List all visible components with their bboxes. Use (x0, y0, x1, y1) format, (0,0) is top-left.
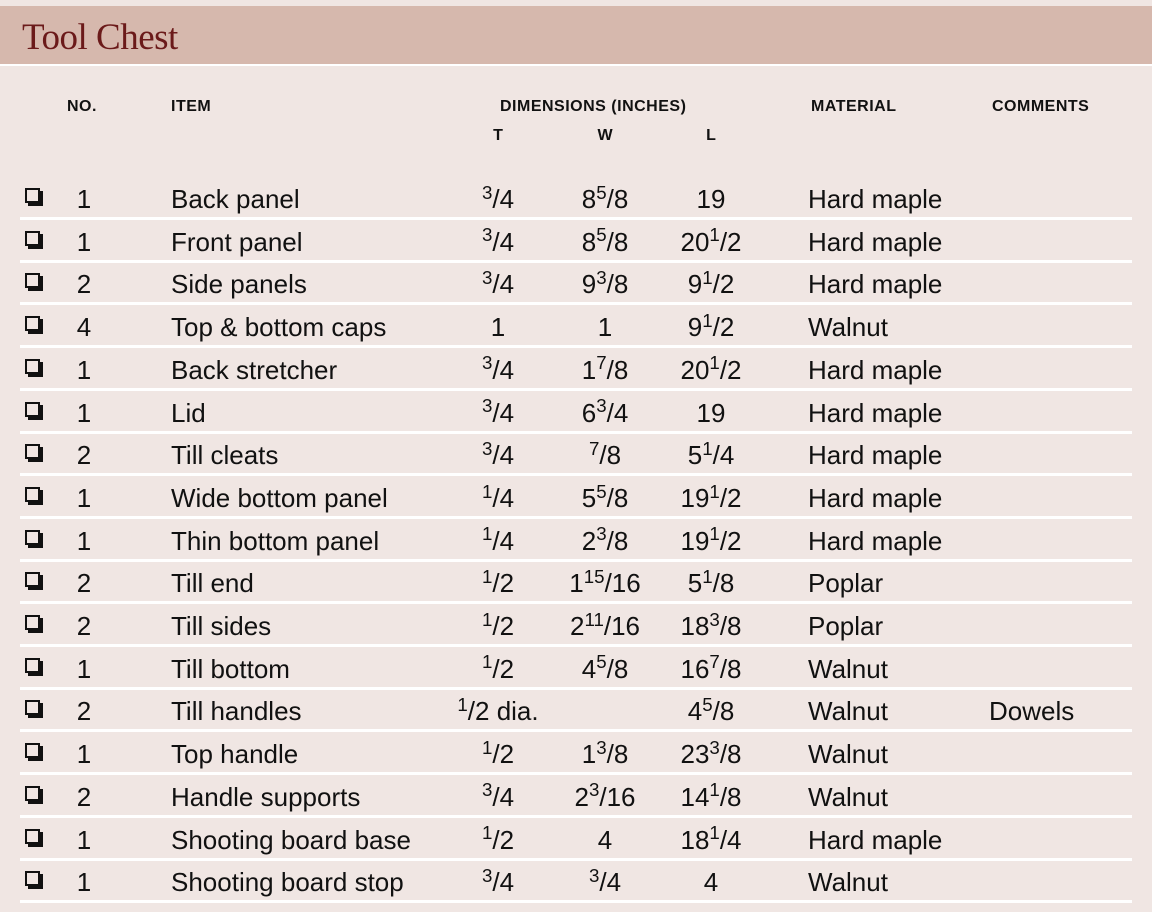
length-cell: $9^1/2$ (687, 267, 735, 300)
quantity-cell: 2 (76, 568, 92, 599)
item-cell: Front panel (171, 226, 303, 257)
width-cell: $1^7/8$ (581, 352, 629, 385)
material-cell: Hard maple (808, 184, 943, 214)
thickness-cell: $^1$/2 (481, 651, 515, 684)
material-cell: Hard maple (808, 824, 943, 855)
column-header-dimensions: DIMENSIONS (INCHES) (500, 98, 687, 115)
width-cell: $8^5/8$ (581, 224, 629, 257)
width-cell: $9^3/8$ (581, 267, 629, 300)
comments-cell: Dowels (989, 696, 1075, 727)
checkbox-icon[interactable] (25, 231, 40, 246)
item-cell: Till sides (171, 611, 272, 641)
checkbox-icon[interactable] (25, 273, 40, 288)
checkbox-icon[interactable] (25, 359, 40, 374)
material-cell: Walnut (808, 653, 888, 684)
width-cell: $8^5/8$ (581, 181, 629, 214)
width-cell: $2^3/8$ (581, 523, 629, 556)
quantity-cell: 2 (76, 781, 92, 812)
width-cell: $1^3/8$ (581, 736, 629, 770)
table-row (0, 304, 1152, 346)
table-row (0, 475, 1152, 517)
length-cell: $4^5/8$ (687, 694, 735, 727)
checkbox-icon[interactable] (25, 572, 40, 587)
column-header-t: T (493, 127, 503, 144)
table-row (0, 688, 1152, 730)
length-cell: $20^1/2$ (680, 224, 742, 257)
item-cell: Lid (171, 397, 206, 428)
length-cell: $18^3/8$ (680, 608, 742, 641)
item-cell: Thin bottom panel (171, 525, 380, 556)
column-header-no: NO. (67, 98, 97, 115)
column-header-comments: COMMENTS (992, 98, 1090, 115)
quantity-cell: 2 (76, 440, 92, 471)
item-cell: Back stretcher (171, 354, 338, 385)
material-cell: Hard maple (808, 397, 943, 428)
width-cell: $^7$/8 (588, 437, 622, 471)
material-cell: Hard maple (808, 440, 943, 471)
material-cell: Hard maple (808, 482, 943, 513)
table-row (0, 261, 1152, 303)
table-row (0, 560, 1152, 602)
thickness-cell: $^1$/2 dia. (457, 694, 539, 727)
row-divider (20, 900, 1132, 903)
checkbox-icon[interactable] (25, 402, 40, 417)
quantity-cell: 1 (76, 824, 92, 855)
column-header-material: MATERIAL (811, 98, 897, 115)
length-cell: $23^3/8$ (680, 736, 742, 770)
quantity-cell: 1 (76, 739, 92, 770)
thickness-cell: $^3$/4 (481, 437, 515, 471)
checkbox-icon[interactable] (25, 530, 40, 545)
quantity-cell: 1 (76, 226, 92, 257)
thickness-cell: $^1$/4 (481, 523, 515, 556)
item-cell: Till bottom (171, 653, 290, 684)
table-row (0, 390, 1152, 432)
thickness-cell: $^3$/4 (481, 224, 515, 257)
checkbox-icon[interactable] (25, 871, 40, 886)
width-cell: $2^{11}/16$ (569, 608, 641, 641)
length-cell: $20^1/2$ (680, 352, 742, 385)
item-cell: Till cleats (171, 440, 279, 471)
length-cell: $5^1/8$ (687, 565, 735, 599)
checkbox-icon[interactable] (25, 487, 40, 502)
length-cell: $19^1/2$ (680, 523, 742, 556)
quantity-cell: 1 (76, 184, 92, 214)
material-cell: Walnut (808, 781, 888, 812)
thickness-cell: $^1$/2 (481, 565, 515, 599)
quantity-cell: 1 (76, 653, 92, 684)
table-row (0, 518, 1152, 560)
item-cell: Handle supports (171, 781, 361, 812)
table-row (0, 432, 1152, 474)
length-cell: $5^1/4$ (687, 437, 735, 471)
width-cell: $1^{15}/16$ (569, 565, 641, 599)
table-row (0, 219, 1152, 261)
quantity-cell: 4 (76, 312, 92, 343)
material-cell: Hard maple (808, 525, 943, 556)
checkbox-icon[interactable] (25, 829, 40, 844)
column-header-l: L (706, 127, 716, 144)
width-cell: 4 (597, 824, 613, 855)
quantity-cell: 2 (76, 696, 92, 727)
table-row (0, 347, 1152, 389)
material-cell: Walnut (808, 312, 888, 343)
column-header-w: W (597, 127, 613, 144)
item-cell: Shooting board base (171, 824, 411, 855)
page-title: Tool Chest (22, 17, 178, 58)
length-cell: $14^1/8$ (680, 779, 742, 812)
material-cell: Poplar (808, 611, 884, 641)
item-cell: Back panel (171, 184, 300, 214)
thickness-cell: $^1$/2 (481, 608, 515, 641)
quantity-cell: 1 (76, 482, 92, 513)
table-row (0, 859, 1152, 901)
thickness-cell: $^1$/2 (481, 736, 515, 770)
quantity-cell: 1 (76, 397, 92, 428)
table-row (0, 731, 1152, 773)
material-cell: Hard maple (808, 354, 943, 385)
length-cell: $19^1/2$ (680, 480, 742, 513)
length-cell: $16^7/8$ (680, 651, 742, 684)
checkbox-icon[interactable] (25, 316, 40, 331)
column-header-item: ITEM (171, 98, 212, 115)
table-row (0, 646, 1152, 688)
width-cell: $^3$/4 (588, 864, 622, 898)
length-cell: 19 (696, 184, 726, 214)
thickness-cell: $^3$/4 (481, 181, 515, 214)
material-cell: Walnut (808, 867, 888, 898)
width-cell: $2^3/16$ (574, 779, 636, 812)
thickness-cell: $^1$/4 (481, 480, 515, 513)
material-cell: Poplar (808, 568, 884, 599)
length-cell: 19 (696, 397, 726, 428)
checkbox-icon[interactable] (25, 786, 40, 801)
thickness-cell: $^3$/4 (481, 267, 515, 300)
length-cell: $9^1/2$ (687, 309, 735, 343)
item-cell: Shooting board stop (171, 867, 404, 898)
quantity-cell: 2 (76, 611, 92, 641)
thickness-cell: 1 (490, 312, 506, 343)
table-row (0, 774, 1152, 816)
table-row (0, 603, 1152, 645)
table-row (0, 176, 1152, 218)
thickness-cell: $^3$/4 (481, 395, 515, 428)
item-cell: Top handle (171, 739, 299, 770)
material-cell: Hard maple (808, 269, 943, 300)
material-cell: Walnut (808, 739, 888, 770)
checkbox-icon[interactable] (25, 615, 40, 630)
width-cell: $5^5/8$ (581, 480, 629, 513)
quantity-cell: 1 (76, 867, 92, 898)
quantity-cell: 1 (76, 354, 92, 385)
checkbox-icon[interactable] (25, 188, 40, 203)
thickness-cell: $^3$/4 (481, 779, 515, 812)
item-cell: Side panels (171, 269, 307, 300)
item-cell: Wide bottom panel (171, 482, 388, 513)
checkbox-icon[interactable] (25, 700, 40, 715)
thickness-cell: $^1$/2 (481, 822, 515, 855)
item-cell: Top & bottom caps (171, 312, 387, 343)
item-cell: Till end (171, 568, 254, 599)
width-cell: $4^5/8$ (581, 651, 629, 684)
material-cell: Hard maple (808, 226, 943, 257)
quantity-cell: 1 (76, 525, 92, 556)
thickness-cell: $^3$/4 (481, 864, 515, 898)
material-cell: Walnut (808, 696, 888, 727)
thickness-cell: $^3$/4 (481, 352, 515, 385)
checkbox-icon[interactable] (25, 743, 40, 758)
width-cell: $6^3/4$ (581, 395, 629, 428)
table-row (0, 817, 1152, 859)
length-cell: $18^1/4$ (680, 822, 742, 855)
quantity-cell: 2 (76, 269, 92, 300)
length-cell: 4 (703, 867, 719, 898)
width-cell: 1 (597, 312, 613, 343)
checkbox-icon[interactable] (25, 658, 40, 673)
item-cell: Till handles (171, 696, 302, 727)
checkbox-icon[interactable] (25, 444, 40, 459)
